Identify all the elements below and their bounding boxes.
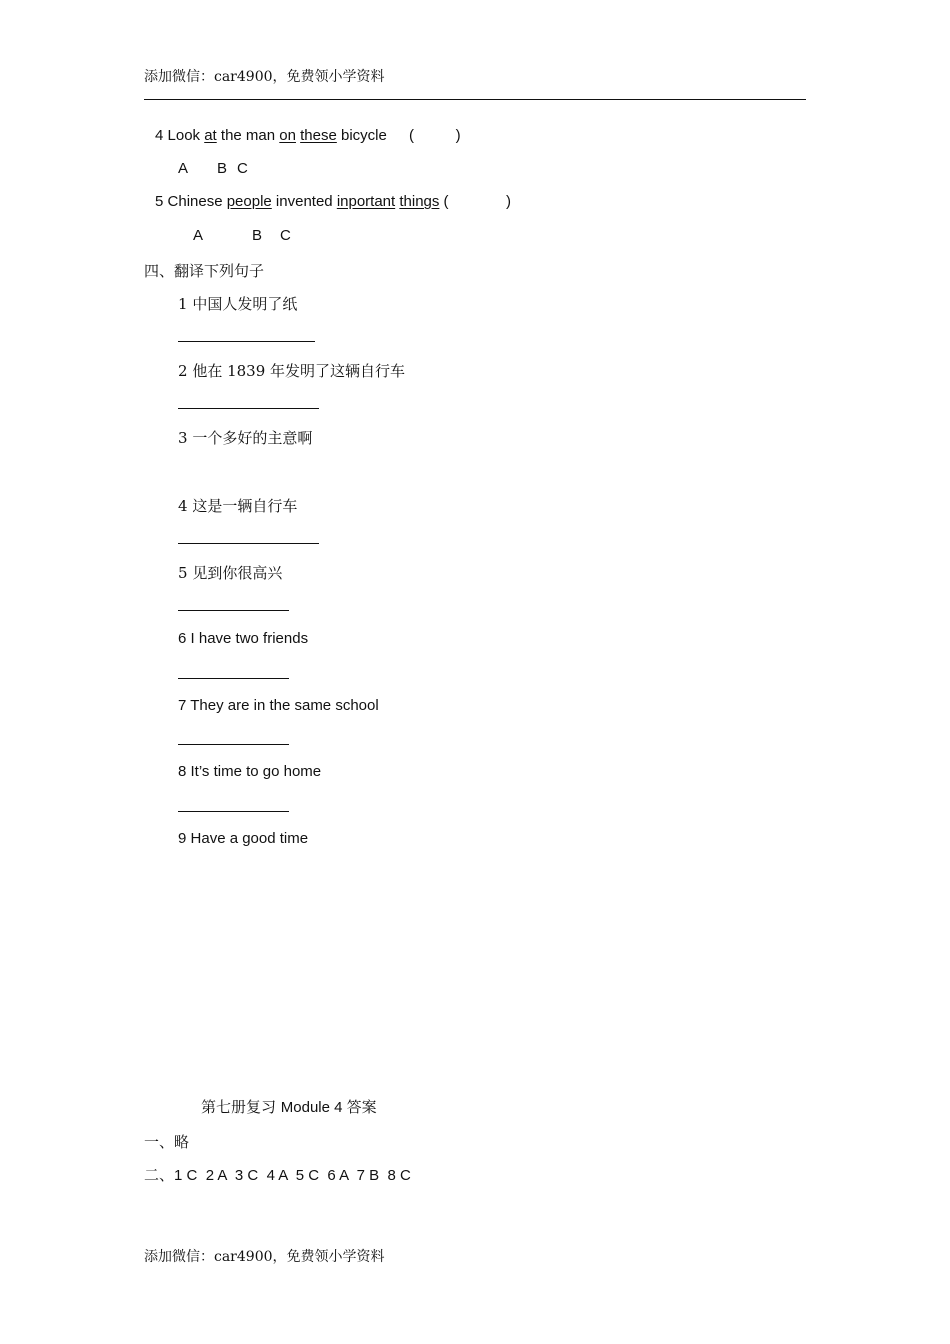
answer-line-2: [144, 1164, 411, 1185]
item-number: 9: [178, 830, 191, 847]
underlined-word-a: people: [226, 193, 272, 210]
option-b-label: B: [217, 160, 228, 177]
answer-key-title: [201, 1096, 377, 1117]
item-number: 3: [178, 429, 193, 447]
answer-blank-line: [178, 341, 315, 342]
option-c-label: C: [280, 227, 291, 244]
answer-parentheses: ( ): [409, 127, 461, 144]
item-number: 4: [178, 497, 193, 515]
answer-blank-line: [178, 811, 289, 812]
translation-item-1: [178, 293, 297, 314]
translation-item-4: [178, 495, 297, 516]
underlined-word-c: these: [300, 127, 337, 144]
answer-line-1: [144, 1131, 189, 1152]
item-text: It’s time to go home: [190, 763, 322, 780]
answer-blank-line: [178, 408, 319, 409]
item-number: 5: [178, 564, 193, 582]
item-number: 2: [178, 362, 193, 380]
translation-item-9: [178, 830, 308, 847]
translation-item-6: [178, 630, 308, 647]
item-text: 中国人发明了纸: [192, 295, 298, 313]
item-text: They are in the same school: [190, 697, 379, 714]
underlined-word-a: at: [204, 127, 217, 144]
item-text: 这是一辆自行车: [192, 497, 298, 515]
question-number: 5: [155, 193, 168, 210]
option-c-label: C: [237, 160, 248, 177]
item-text: 他在 1839 年发明了这辆自行车: [192, 362, 406, 380]
question-text: the man: [216, 127, 280, 144]
page-header: 添加微信：car4900，免费领小学资料: [144, 69, 385, 85]
answer-blank-line: [178, 610, 289, 611]
header-divider: [144, 99, 806, 100]
question-text: Look: [167, 127, 205, 144]
translation-item-7: [178, 697, 379, 714]
underlined-word-b: inportant: [336, 193, 396, 210]
question-number: 4: [155, 127, 168, 144]
answer-blank-line: [178, 543, 319, 544]
answer-blank-line: [178, 678, 289, 679]
translation-item-3: [178, 427, 312, 448]
line-text: 1 C 2 A 3 C 4 A 5 C 6 A 7 B 8 C: [174, 1167, 411, 1184]
item-text: I have two friends: [190, 630, 309, 647]
question-text: invented: [271, 193, 337, 210]
item-number: 1: [178, 295, 193, 313]
title-part: 答案: [346, 1098, 377, 1116]
question-text: Chinese: [167, 193, 227, 210]
question-5: [155, 193, 449, 210]
section-4-heading: 四、翻译下列句子: [144, 262, 265, 280]
line-prefix: 一、: [144, 1133, 175, 1151]
title-part: 第七册复习: [201, 1098, 281, 1116]
answer-blank-line: [178, 744, 289, 745]
item-number: 8: [178, 763, 191, 780]
item-text: 一个多好的主意啊: [192, 429, 313, 447]
option-a-label: A: [178, 160, 189, 177]
title-part: Module 4: [280, 1099, 347, 1116]
answer-parenthesis-close: ): [506, 193, 511, 210]
line-prefix: 二、: [144, 1166, 175, 1184]
option-a-label: A: [193, 227, 204, 244]
item-text: 见到你很高兴: [192, 564, 283, 582]
translation-item-8: [178, 763, 321, 780]
question-text: bicycle: [336, 127, 387, 144]
question-4: [155, 127, 387, 144]
item-text: Have a good time: [190, 830, 309, 847]
question-text: (: [439, 193, 449, 210]
translation-item-2: [178, 360, 405, 381]
page-footer: 添加微信：car4900，免费领小学资料: [144, 1249, 385, 1265]
item-number: 6: [178, 630, 191, 647]
line-text: 略: [174, 1133, 190, 1151]
item-number: 7: [178, 697, 191, 714]
underlined-word-b: on: [279, 127, 296, 144]
option-b-label: B: [252, 227, 263, 244]
translation-item-5: [178, 562, 282, 583]
underlined-word-c: things: [399, 193, 440, 210]
